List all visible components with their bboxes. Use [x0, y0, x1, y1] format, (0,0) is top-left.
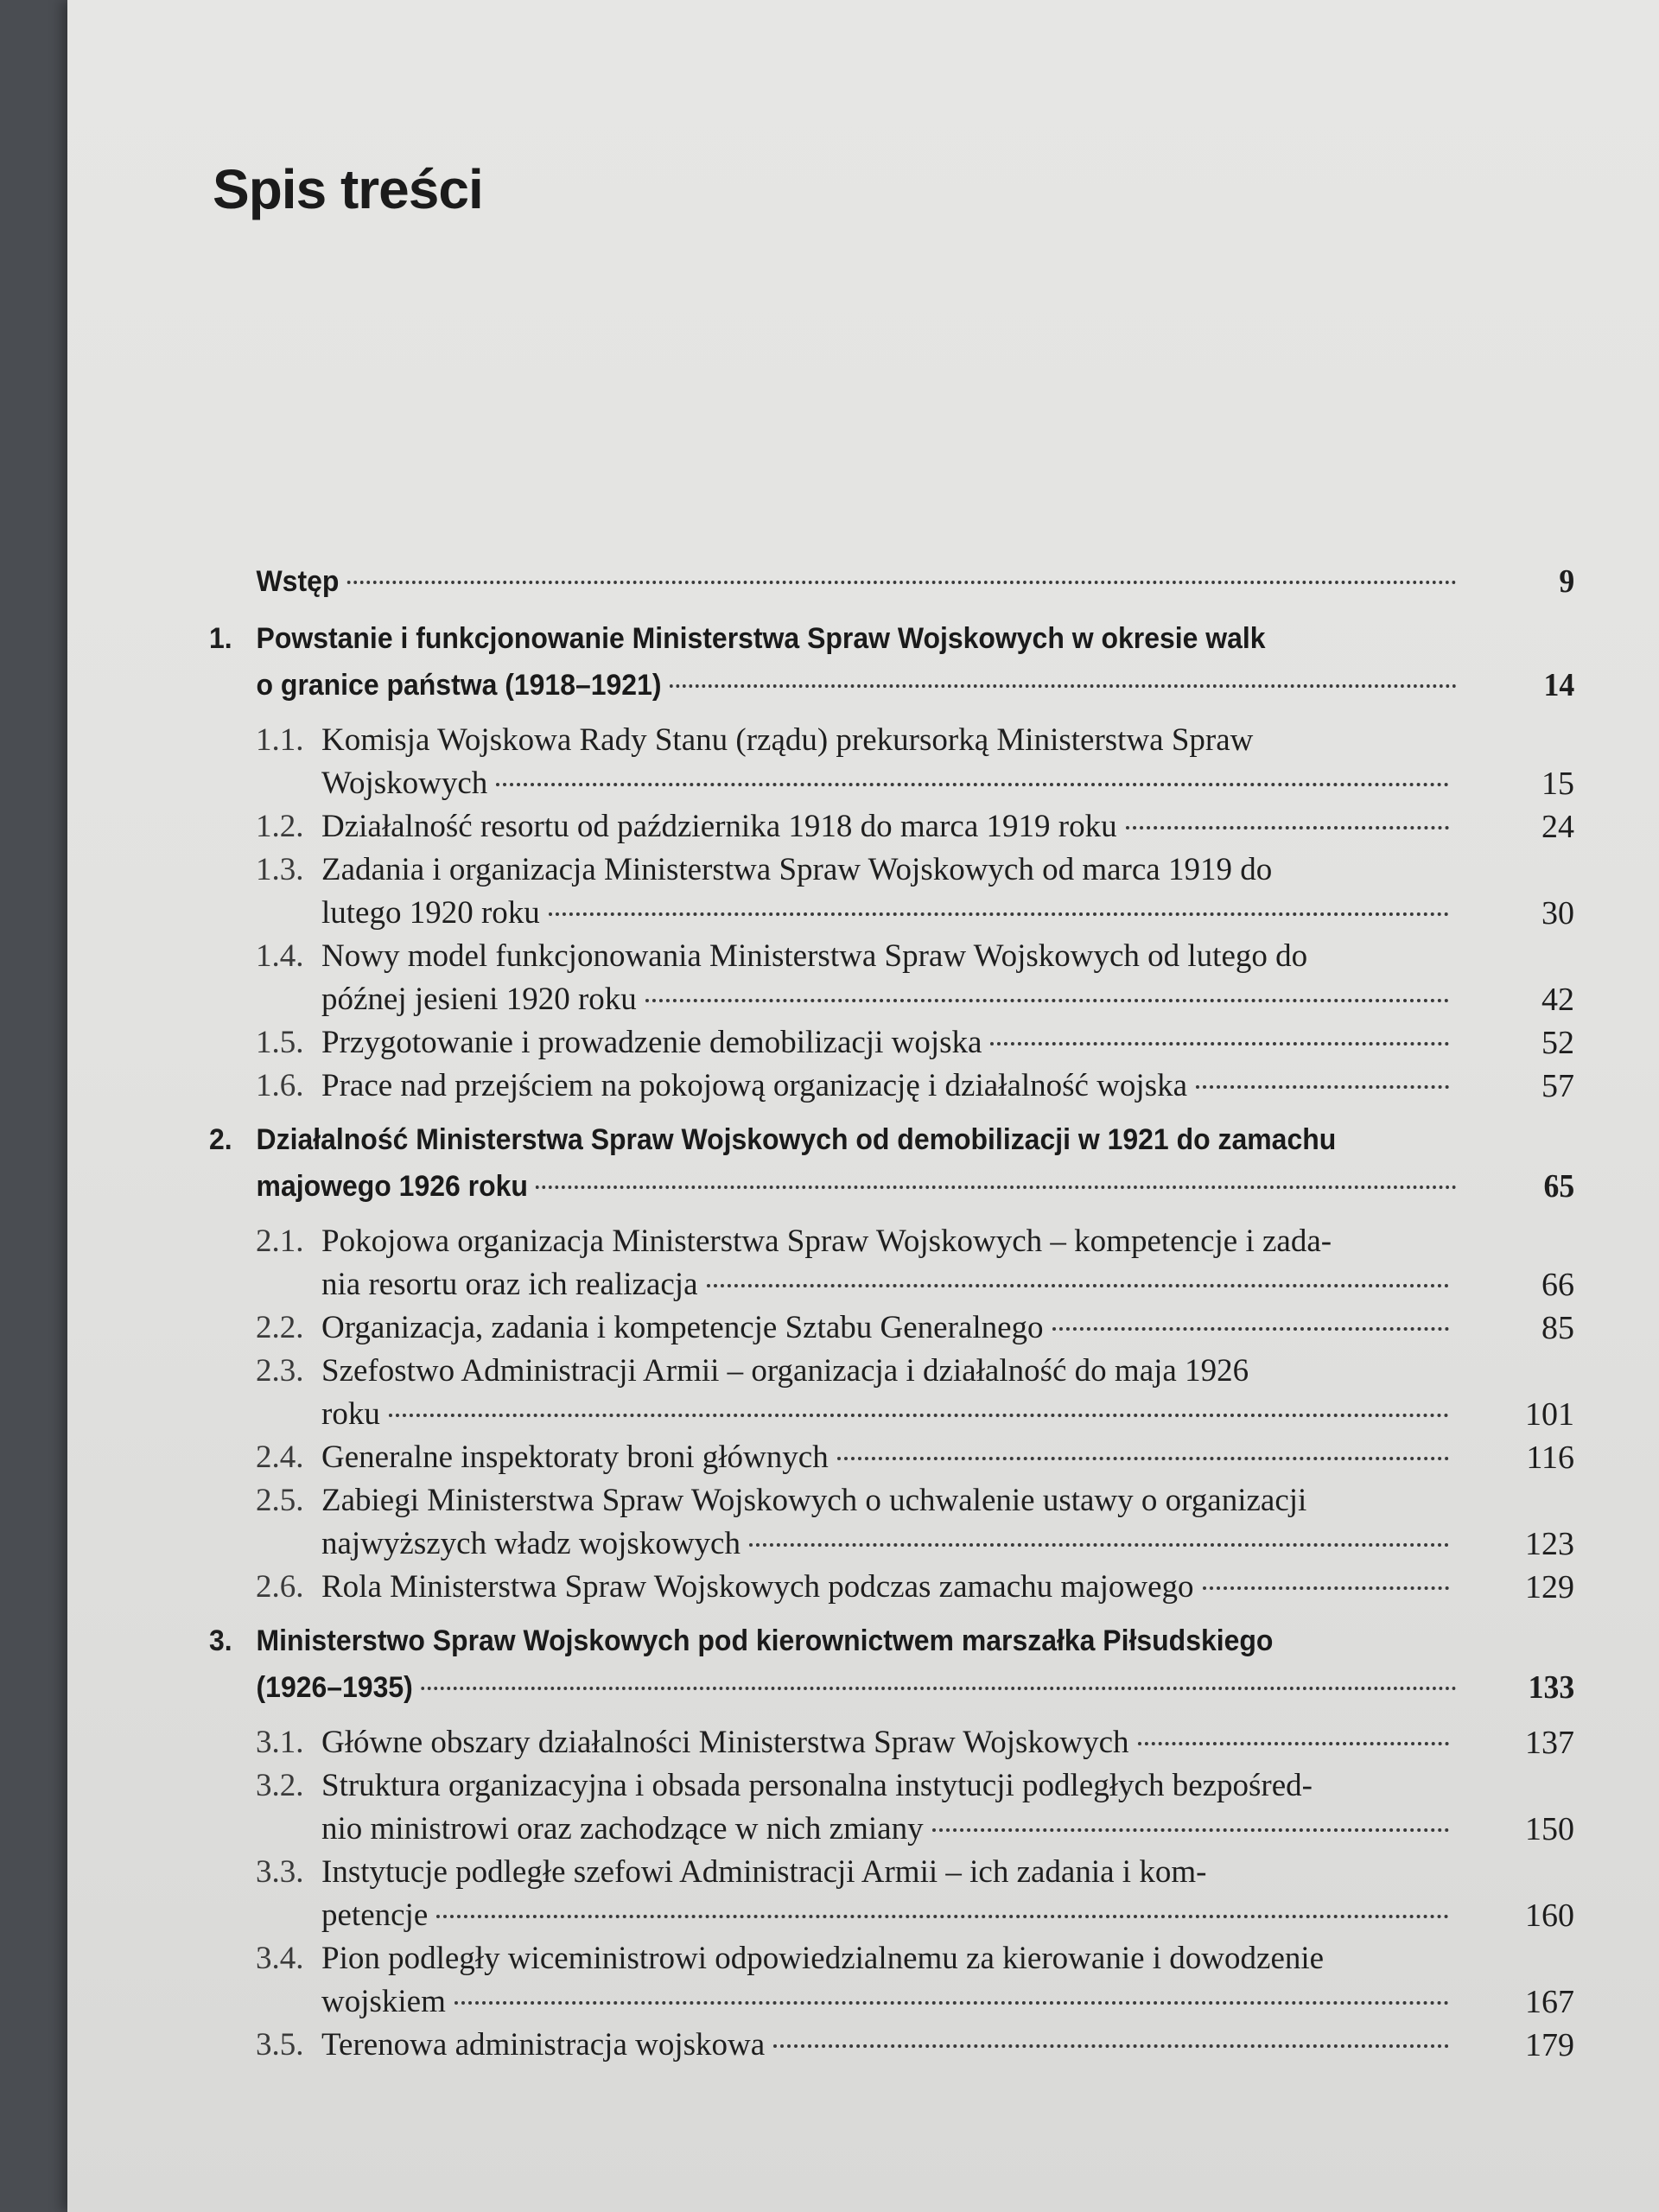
toc-entry-title-line: Terenowa administracja wojskowa — [321, 2027, 766, 2063]
toc-entry-body — [321, 1566, 1574, 1609]
toc-section-entry — [209, 1065, 1574, 1108]
toc-chapter-entry — [209, 1116, 1574, 1210]
toc-page-number: 101 — [1525, 1396, 1574, 1433]
toc-section-entry — [209, 1021, 1574, 1065]
dot-leader — [1138, 1742, 1449, 1745]
toc-entry-body — [257, 558, 1575, 605]
toc-section-entry — [209, 935, 1574, 1021]
toc-entry-title-line: Ministerstwo Spraw Wojskowych pod kierownictwem marszałka Piłsudskiego — [256, 1624, 1274, 1657]
page-title: Spis treści — [213, 158, 483, 220]
toc-section-entry — [209, 1937, 1574, 2024]
toc-entry-title-line: Rola Ministerstwa Spraw Wojskowych podczas zamachu majowego — [321, 1569, 1194, 1605]
toc-entry-number: 2.4. — [256, 1440, 304, 1475]
toc-entry-body — [321, 1479, 1574, 1566]
toc-entry-title-line: Wojskowych — [321, 766, 488, 801]
toc-section-entry — [209, 1436, 1574, 1479]
toc-section-entry — [209, 805, 1574, 849]
toc-entry-body — [321, 849, 1574, 935]
toc-entry-body — [321, 1937, 1574, 2024]
toc-page-number: 15 — [1541, 766, 1574, 802]
toc-page-number: 57 — [1541, 1068, 1574, 1104]
toc-entry-last-line — [321, 1980, 1458, 2024]
toc-entry-last-line — [321, 1721, 1458, 1764]
toc-entry-title-line: petencje — [321, 1897, 429, 1933]
toc-page-number: 85 — [1541, 1310, 1574, 1346]
toc-section-entry — [209, 1566, 1574, 1609]
toc-page-number: 167 — [1525, 1984, 1574, 2020]
page-content — [209, 0, 1574, 2212]
toc-page-number: 150 — [1525, 1811, 1574, 1847]
toc-page-number: 14 — [1543, 667, 1575, 703]
dot-leader — [496, 783, 1449, 786]
toc-entry-last-line — [321, 1566, 1458, 1609]
toc-entry-title-line: lutego 1920 roku — [321, 895, 540, 931]
toc-entry-last-line — [321, 978, 1458, 1021]
toc-entry-title-line: Nowy model funkcjonowania Ministerstwa Spraw Wojskowych od lutego do — [321, 938, 1308, 974]
toc-entry-last-line — [321, 1263, 1458, 1306]
toc-entry-body — [321, 719, 1574, 805]
toc-entry-number: 1.3. — [256, 852, 304, 887]
toc-entry-number: 1.5. — [256, 1025, 304, 1060]
dot-leader — [645, 999, 1449, 1002]
toc-section-entry — [209, 1479, 1574, 1566]
toc-entry-number: 1. — [209, 622, 232, 655]
toc-entry-number: 3.3. — [256, 1854, 304, 1890]
toc-entry-title-line: Wstęp — [256, 565, 340, 598]
dot-leader — [1126, 826, 1449, 830]
toc-entry-body — [321, 1220, 1574, 1306]
toc-entry-number: 2.3. — [256, 1353, 304, 1389]
toc-page-number: 65 — [1543, 1168, 1575, 1205]
toc-entry-title-line: Prace nad przejściem na pokojową organizację i działalność wojska — [321, 1068, 1188, 1103]
toc-entry-title-line: Pion podległy wiceministrowi odpowiedzialnemu za kierowanie i dowodzenie — [321, 1941, 1325, 1976]
toc-entry-title-line: Organizacja, zadania i kompetencje Sztabu Generalnego — [321, 1310, 1044, 1345]
toc-entry-number: 2. — [209, 1123, 232, 1156]
toc-entry-title-line: Struktura organizacyjna i obsada personalna instytucji podległych bezpośred- — [321, 1768, 1313, 1803]
toc-section-entry — [209, 1220, 1574, 1306]
toc-entry-body — [321, 2024, 1574, 2067]
toc-entry-title-line: Komisja Wojskowa Rady Stanu (rządu) prekursorką Ministerstwa Spraw — [321, 722, 1254, 758]
toc-entry-title-line: (1926–1935) — [256, 1671, 413, 1704]
toc-entry-body — [257, 1618, 1575, 1711]
toc-entry-last-line — [257, 662, 1465, 709]
toc-entry-last-line — [321, 1436, 1458, 1479]
toc-entry-title-line: Instytucje podległe szefowi Administracji Armii – ich zadania i kom- — [321, 1854, 1207, 1890]
toc-entry-number: 3.2. — [256, 1768, 304, 1803]
toc-entry-title-line: Działalność Ministerstwa Spraw Wojskowych od demobilizacji w 1921 do zamachu — [256, 1123, 1337, 1156]
toc-entry-last-line — [321, 1894, 1458, 1937]
toc-entry-title-line: wojskiem — [321, 1984, 446, 2019]
toc-page-number: 133 — [1528, 1669, 1575, 1706]
toc-entry-body — [257, 615, 1575, 709]
toc-page-number: 9 — [1559, 563, 1575, 600]
toc-entry-body — [321, 1065, 1574, 1108]
toc-entry-title-line: późnej jesieni 1920 roku — [321, 982, 637, 1017]
toc-entry-last-line — [321, 805, 1458, 849]
toc-entry-last-line — [321, 892, 1458, 935]
toc-entry-title-line: Powstanie i funkcjonowanie Ministerstwa Spraw Wojskowych w okresie walk — [256, 622, 1266, 655]
toc-entry-last-line — [257, 1664, 1465, 1711]
dot-leader — [347, 581, 1457, 584]
toc-page-number: 116 — [1526, 1440, 1574, 1476]
toc-entry-title-line: Zadania i organizacja Ministerstwa Spraw Wojskowych od marca 1919 do — [321, 852, 1273, 887]
toc-entry-title-line: nia resortu oraz ich realizacja — [321, 1267, 698, 1302]
toc-section-entry — [209, 719, 1574, 805]
dot-leader — [749, 1543, 1449, 1547]
dot-leader — [536, 1185, 1457, 1189]
toc-page-number: 129 — [1525, 1569, 1574, 1605]
toc-entry-number: 3. — [209, 1624, 232, 1657]
toc-page-number: 30 — [1541, 895, 1574, 931]
dot-leader — [773, 2044, 1449, 2048]
toc-entry-last-line — [321, 1306, 1458, 1350]
toc-entry-last-line — [321, 1522, 1458, 1566]
toc-entry-number: 2.2. — [256, 1310, 304, 1345]
toc-section-entry — [209, 1306, 1574, 1350]
toc-entry-number: 1.4. — [256, 938, 304, 974]
dot-leader — [707, 1284, 1449, 1287]
toc-entry-number: 2.5. — [256, 1483, 304, 1518]
dot-leader — [932, 1828, 1449, 1832]
toc-section-entry — [209, 1851, 1574, 1937]
toc-entry-last-line — [321, 1065, 1458, 1108]
toc-entry-body — [321, 1306, 1574, 1350]
toc-entry-last-line — [257, 1163, 1465, 1210]
toc-entry-body — [321, 1436, 1574, 1479]
toc-entry-title-line: o granice państwa (1918–1921) — [256, 669, 662, 702]
dot-leader — [436, 1915, 1449, 1918]
toc-section-entry — [209, 849, 1574, 935]
toc-page-number: 42 — [1541, 982, 1574, 1018]
toc-entry-last-line — [321, 1808, 1458, 1851]
toc-entry-number: 1.2. — [256, 809, 304, 844]
toc-section-entry — [209, 2024, 1574, 2067]
toc-entry-title-line: Generalne inspektoraty broni głównych — [321, 1440, 829, 1475]
toc-entry-body — [321, 1851, 1574, 1937]
toc-entry-body — [321, 1021, 1574, 1065]
toc-entry-title-line: Przygotowanie i prowadzenie demobilizacji wojska — [321, 1025, 982, 1060]
toc-page-number: 137 — [1525, 1725, 1574, 1761]
toc-entry-body — [321, 935, 1574, 1021]
dot-leader — [990, 1042, 1449, 1046]
table-of-contents — [209, 550, 1574, 2067]
dot-leader — [389, 1414, 1449, 1417]
toc-entry-body — [321, 805, 1574, 849]
dot-leader — [1052, 1327, 1449, 1331]
toc-entry-number: 2.6. — [256, 1569, 304, 1605]
toc-chapter-entry — [209, 615, 1574, 709]
toc-chapter-entry — [209, 558, 1574, 605]
toc-entry-title-line: nio ministrowi oraz zachodzące w nich zmiany — [321, 1811, 924, 1847]
toc-entry-last-line — [321, 2024, 1458, 2067]
toc-entry-title-line: Zabiegi Ministerstwa Spraw Wojskowych o uchwalenie ustawy o organizacji — [321, 1483, 1307, 1518]
toc-entry-last-line — [321, 1393, 1458, 1436]
dot-leader — [1196, 1085, 1449, 1089]
toc-entry-number: 1.1. — [256, 722, 304, 758]
dot-leader — [1203, 1586, 1450, 1590]
toc-page-number: 66 — [1541, 1267, 1574, 1303]
toc-chapter-entry — [209, 1618, 1574, 1711]
toc-entry-number: 2.1. — [256, 1224, 304, 1259]
toc-page-number: 52 — [1541, 1025, 1574, 1061]
toc-page-number: 160 — [1525, 1897, 1574, 1934]
toc-entry-title-line: Pokojowa organizacja Ministerstwa Spraw Wojskowych – kompetencje i zada- — [321, 1224, 1332, 1259]
toc-entry-number: 1.6. — [256, 1068, 304, 1103]
toc-entry-last-line — [321, 1021, 1458, 1065]
toc-entry-number: 3.5. — [256, 2027, 304, 2063]
toc-entry-title-line: Główne obszary działalności Ministerstwa Spraw Wojskowych — [321, 1725, 1129, 1760]
toc-section-entry — [209, 1350, 1574, 1436]
toc-entry-title-line: majowego 1926 roku — [256, 1170, 528, 1203]
toc-page-number: 123 — [1525, 1526, 1574, 1562]
dot-leader — [454, 2001, 1449, 2005]
book-page — [67, 0, 1659, 2212]
toc-entry-body — [321, 1721, 1574, 1764]
toc-entry-last-line — [321, 762, 1458, 805]
toc-entry-body — [257, 1116, 1575, 1210]
dot-leader — [837, 1457, 1449, 1460]
toc-entry-title-line: Działalność resortu od października 1918 do marca 1919 roku — [321, 809, 1117, 844]
toc-entry-body — [321, 1764, 1574, 1851]
toc-page-number: 179 — [1525, 2027, 1574, 2063]
toc-entry-last-line — [257, 558, 1465, 605]
toc-entry-title-line: najwyższych władz wojskowych — [321, 1526, 741, 1561]
dot-leader — [421, 1687, 1457, 1690]
toc-page-number: 24 — [1541, 809, 1574, 845]
toc-entry-body — [321, 1350, 1574, 1436]
toc-entry-number: 3.1. — [256, 1725, 304, 1760]
toc-section-entry — [209, 1764, 1574, 1851]
toc-entry-title-line: Szefostwo Administracji Armii – organizacja i działalność do maja 1926 — [321, 1353, 1249, 1389]
toc-section-entry — [209, 1721, 1574, 1764]
toc-entry-title-line: roku — [321, 1396, 380, 1432]
dot-leader — [549, 912, 1449, 916]
dot-leader — [670, 684, 1457, 688]
toc-entry-number: 3.4. — [256, 1941, 304, 1976]
